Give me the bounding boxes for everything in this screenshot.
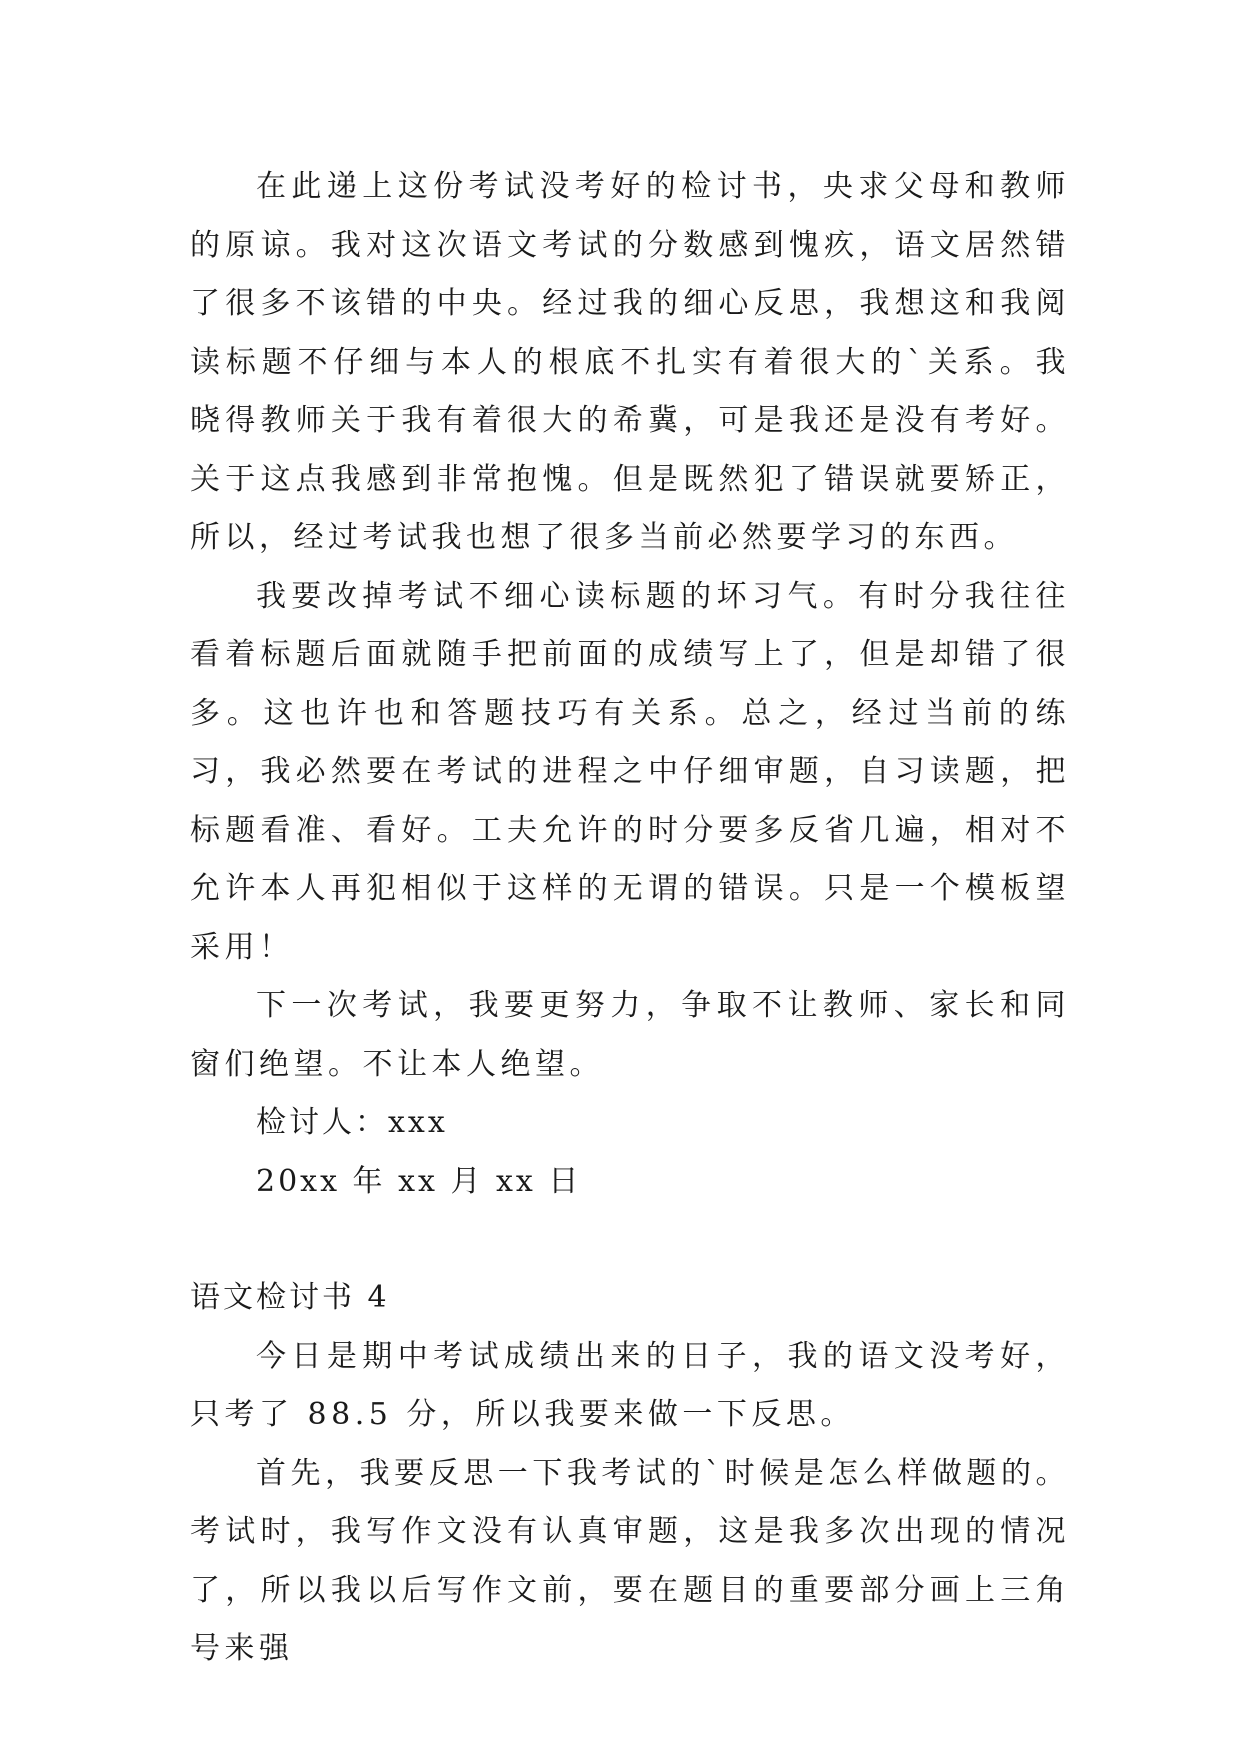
paragraph-next-exam: 下一次考试，我要更努力，争取不让教师、家长和同窗们绝望。不让本人绝望。 (190, 988, 1070, 1082)
section-title: 语文检讨书 4 (190, 1280, 390, 1315)
date-line: 20xx 年 xx 月 xx 日 (256, 1163, 582, 1199)
signature-line: 检讨人：xxx (256, 1105, 448, 1140)
document-page (190, 158, 1070, 1679)
paragraph-bad-habit: 我要改掉考试不细心读标题的坏习气。有时分我往往看着标题后面就随手把前面的成绩写上了，但是却错了很多。这也许也和答题技巧有关系。总之，经过当前的练习，我必然要在考试的进程之中仔细审题，自习读题，把标题看准、看好。工夫允许的时分要多反省几遍，相对不允许本人再犯相似于这样的无谓的错误。只是一个模板望采用！ (190, 578, 1070, 965)
paragraph-reflection: 首先，我要反思一下我考试的`时候是怎么样做题的。考试时，我写作文没有认真审题，这是我多次出现的情况了，所以我以后写作文前，要在题目的重要部分画上三角号来强 (190, 1455, 1070, 1666)
paragraph-midterm: 今日是期中考试成绩出来的日子，我的语文没考好，只考了 88.5 分，所以我要来做一下反思。 (190, 1338, 1070, 1432)
paragraph-apology: 在此递上这份考试没考好的检讨书，央求父母和教师的原谅。我对这次语文考试的分数感到愧疚，语文居然错了很多不该错的中央。经过我的细心反思，我想这和我阅读标题不仔细与本人的根底不扎实有着很大的`关系。我晓得教师关于我有着很大的希冀，可是我还是没有考好。关于这点我感到非常抱愧。但是既然犯了错误就要矫正，所以，经过考试我也想了很多当前必然要学习的东西。 (190, 169, 1070, 555)
section-gap (190, 1211, 1070, 1269)
